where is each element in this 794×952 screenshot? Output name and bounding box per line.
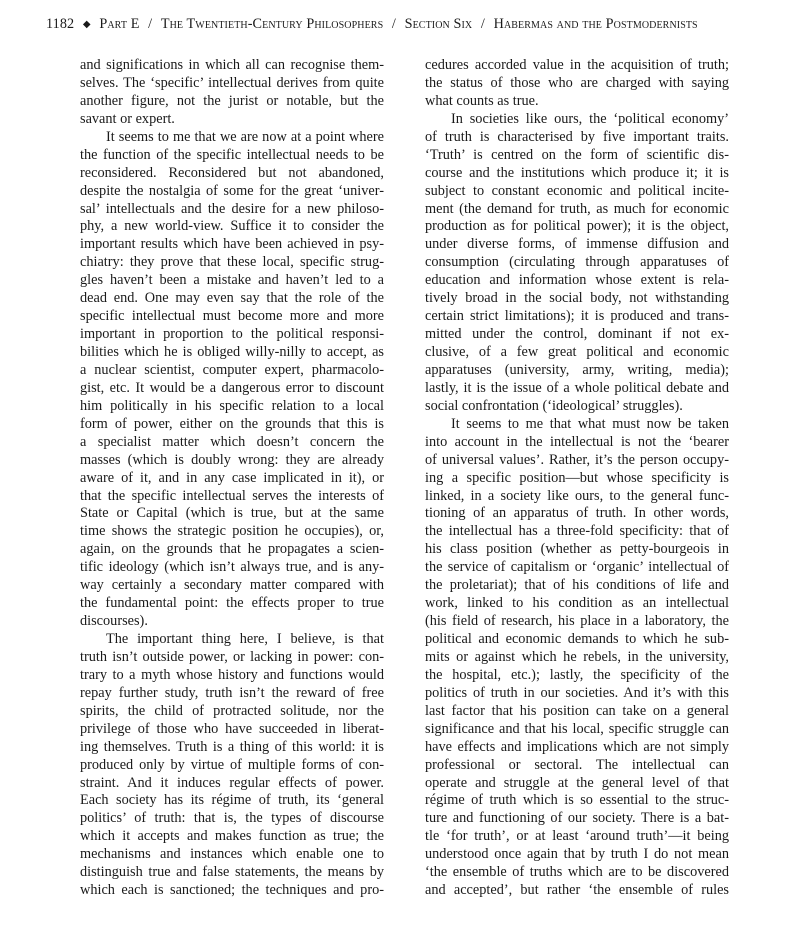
text-line: subject to constant economic and political incite- <box>425 182 729 199</box>
text-line: ture and functioning of our society. There is a bat- <box>425 810 729 827</box>
text-line: the status of those who are charged with saying <box>425 74 729 91</box>
text-line: of universal values’. Rather, it’s the person occupy- <box>425 451 729 468</box>
text-line: another figure, not the jurist or notable, but the <box>80 92 384 109</box>
left-text-column <box>80 57 384 900</box>
text-line: again, on the grounds that he propagates a scien- <box>80 541 384 558</box>
text-line: ing themselves. Truth is a thing of this world: it is <box>80 738 384 755</box>
text-line: significance and that his local, specific struggle can <box>425 720 729 737</box>
text-line: and accepted’, but rather ‘the ensemble of rules <box>425 882 729 899</box>
text-line: bilities which he is obliged willy-nilly to accept, as <box>80 344 384 360</box>
text-line: the fundamental point: the effects proper to true <box>80 595 384 612</box>
text-line: politics of truth in our societies. And it’s with this <box>425 684 729 701</box>
text-line: way certainly a secondary matter compared with <box>80 577 384 594</box>
text-line: ment (the demand for truth, as much for economic <box>425 200 729 217</box>
text-line: trary to a myth whose history and functions would <box>80 666 384 683</box>
text-line: what counts as true. <box>425 92 539 109</box>
text-line: social confrontation (‘ideological’ struggles). <box>425 397 683 414</box>
text-line: (his field of research, his place in a laboratory, the <box>425 613 729 630</box>
text-line: ‘the ensemble of truths which are to be discovered <box>425 864 729 881</box>
text-line: phy, a new world-view. Suffice it to consider the <box>80 218 384 235</box>
text-line: work, linked to his condition as an intellectual <box>425 595 729 612</box>
section-title: The Twentieth-Century Philosophers <box>160 16 384 32</box>
text-line: distinguish true and false statements, the means by <box>80 864 384 881</box>
text-line: mitted under the control, dominant if not ex- <box>425 326 729 343</box>
text-line: reconsidered. Reconsidered but not abandoned, <box>80 164 384 181</box>
section-label: Section Six <box>404 16 473 32</box>
text-line: tific ideology (which isn’t always true, and is any- <box>80 559 384 576</box>
text-line: production as for political power); it is the object, <box>425 218 729 235</box>
text-line: despite the nostalgia of some for the great ‘univer- <box>80 182 384 199</box>
text-line: understood once again that by truth I do not mean <box>425 846 729 863</box>
text-line: education and information whose extent is rela- <box>425 272 729 289</box>
text-line: tioning of an apparatus of truth. In other words, <box>425 505 729 522</box>
text-line: which it accepts and makes function as true; the <box>80 828 384 845</box>
text-line: important in proportion to the political responsi- <box>80 326 384 343</box>
text-line: the service of capitalism or ‘organic’ intellectual of <box>425 559 729 576</box>
text-line: certain strict limitations); it is produced and trans- <box>425 308 729 325</box>
diamond-bullet-icon: ◆ <box>82 19 91 30</box>
text-line: sal’ intellectuals and the desire for a new philoso- <box>80 200 384 217</box>
text-line: that the specific intellectual serves the interests of <box>80 487 384 504</box>
text-line: politics’ of truth: that is, the types of discourse <box>80 810 384 827</box>
text-line: chiatry: they prove that these local, specific strug- <box>80 254 384 271</box>
right-text-column <box>425 57 729 900</box>
text-line: discourses). <box>80 613 148 630</box>
text-line: mits or against which he rebels, in the university, <box>425 648 729 665</box>
text-line: produced only by virtue of multiple forms of con- <box>80 756 384 773</box>
text-line: masses (which is doubly wrong: they are already <box>80 451 384 468</box>
text-line: under diverse forms, of immense diffusion and <box>425 236 729 253</box>
text-line: mechanisms and instances which enable one to <box>80 846 384 863</box>
text-line: lastly, it is the issue of a whole political debate and <box>425 379 729 396</box>
text-line: into account in the intellectual is not the ‘bearer <box>425 433 729 450</box>
text-line: privilege of those who have succeeded in liberat- <box>80 720 384 737</box>
text-line: gist, etc. It would be a dangerous error to discount <box>80 379 384 396</box>
text-line: straint. And it induces regular effects of power. <box>80 774 384 791</box>
text-line: It seems to me that what must now be taken <box>451 415 729 432</box>
text-line: truth isn’t outside power, or lacking in power: con- <box>80 648 384 665</box>
text-line: tle ‘for truth’, or at least ‘around truth’—it being <box>425 828 729 845</box>
text-line: gles haven’t been a mistake and haven’t led to a <box>80 272 384 289</box>
text-line: dead end. One may even say that the role of the <box>80 290 384 307</box>
text-line: him politically in his specific relation to a local <box>80 397 384 414</box>
text-line: consumption (circulating through apparatuses of <box>425 254 729 271</box>
text-line: aware of it, and in any case implicated in it), or <box>80 469 384 486</box>
text-line: In societies like ours, the ‘political economy’ <box>451 110 729 127</box>
text-line: the proletariat); that of his conditions of life and <box>425 577 729 594</box>
text-line: time shows the strategic position he occupies), or, <box>80 523 384 540</box>
text-line: important results which have been achieved in psy- <box>80 236 384 253</box>
text-line: specific intellectual must become more and more <box>80 308 384 325</box>
page-number: 1182 <box>46 16 75 32</box>
text-line: spirits, the child of protracted solitude, nor the <box>80 702 384 719</box>
text-line: the function of the specific intellectual needs to be <box>80 146 384 163</box>
text-line: the hospital, etc.); lastly, the specificity of the <box>425 666 729 683</box>
text-line: course and the institutions which produce it; it is <box>425 164 729 181</box>
separator-3: / <box>480 16 485 32</box>
running-head <box>46 16 756 38</box>
text-line: the intellectual has a three-fold specificity: that of <box>425 523 729 540</box>
text-line: régime of truth which is so essential to the struc- <box>425 792 729 809</box>
text-line: have effects and implications which are not simply <box>425 738 729 755</box>
text-line: repay further study, truth isn’t the reward of free <box>80 684 384 701</box>
text-line: State or Capital (which is true, but at the same <box>80 505 384 522</box>
text-line: selves. The ‘specific’ intellectual derives from quite <box>80 74 384 91</box>
text-line: ing a specific position—but whose specificity is <box>425 469 729 486</box>
text-line: which each is sanctioned; the techniques and pro- <box>80 882 384 899</box>
separator-1: / <box>148 16 153 32</box>
text-line: professional or sectoral. The intellectual can <box>425 756 729 773</box>
text-line: clusive, of a few great political and economic <box>425 344 729 360</box>
text-line: It seems to me that we are now at a point where <box>106 128 384 145</box>
text-line: of truth is characterised by five important traits. <box>425 128 729 145</box>
text-line: form of power, either on the grounds that this is <box>80 415 384 432</box>
part-label: Part E <box>99 16 140 32</box>
text-line: a nuclear scientist, computer expert, pharmacolo- <box>80 361 384 378</box>
text-line: last factor that his position can take on a general <box>425 702 729 719</box>
separator-2: / <box>391 16 396 32</box>
text-line: savant or expert. <box>80 110 175 127</box>
text-line: apparatuses (university, army, writing, media); <box>425 361 729 378</box>
text-line: Each society has its régime of truth, its ‘general <box>80 792 384 809</box>
text-line: a specialist matter which doesn’t concern the <box>80 433 384 450</box>
text-line: cedures accorded value in the acquisition of truth; <box>425 57 729 73</box>
text-line: linked, in a society like ours, to the general func- <box>425 487 729 504</box>
text-line: his class position (whether as petty-bourgeois in <box>425 541 729 558</box>
text-line: operate and struggle at the general level of that <box>425 774 729 791</box>
text-line: The important thing here, I believe, is that <box>106 631 384 647</box>
text-line: tively broad in the social body, not withstanding <box>425 290 729 307</box>
chapter-title: Habermas and the Postmodernists <box>493 16 698 32</box>
text-line: ‘Truth’ is centred on the form of scientific dis- <box>425 146 729 163</box>
text-line: and significations in which all can recognise them- <box>80 57 384 73</box>
text-line: political and economic demands to which he sub- <box>425 631 729 647</box>
